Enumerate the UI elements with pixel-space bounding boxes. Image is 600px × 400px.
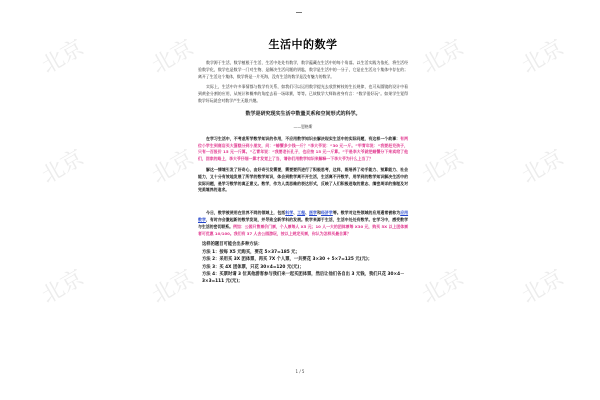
example-highlight: 例如：公园只售票价门票，个人票每人 X5 元；10 人一大的团体票每 X30 元，购买 5X 以上团体票者可优惠 10/100。我们有 37 人去公园游玩，按以上规定买票，你认为怎样买最合算？ bbox=[198, 223, 408, 236]
watermark: 北京 bbox=[517, 145, 569, 190]
applications-intro: 今日，数学被使用在世界不同的领域上，包括 bbox=[206, 210, 286, 216]
link-engineering[interactable]: 工程 bbox=[297, 210, 306, 216]
link-economics[interactable]: 经济学 bbox=[320, 210, 333, 216]
method-item: 方法 3：买 4X 团体票，只花 30×4=120 元(元)； bbox=[202, 264, 304, 270]
quote-author: ——恩格斯 bbox=[293, 123, 313, 129]
applications-text-cont: ，有时亦会激起新的数学发现，并导致全新学科的发展。数学来源于生活，生活中处处有数学。在学习中，感受数学与生活的密切联系。 bbox=[198, 216, 409, 229]
method-item: 方法 2：采用买 3X 团体票，再买 7X 个人票，一共要花 3×30 + 5×7=125 元(元)； bbox=[202, 257, 373, 263]
link-medicine[interactable]: 医学 bbox=[309, 210, 317, 216]
section-heading: 数学是研究现实生活中数量关系和空间形式的科学。 bbox=[245, 110, 361, 117]
paragraph-second: 实际上，生活中许多事情都与数学有关系，如我们可以运用数学提光去欣赏树枝的生长规律，也可从圆镜的设计中看到黄金分割的应用，从统计和概率的角度去看一场球赛，等等。已故数学大师陈省身有言：“数学很好玩”。如果学生觉得数学好玩就会对数学产生无限兴趣。 bbox=[198, 84, 408, 103]
methods-list bbox=[198, 241, 408, 285]
page-number: 1 / 5 bbox=[295, 369, 305, 374]
watermark: 北京 bbox=[517, 35, 569, 80]
watermark: 北京 bbox=[417, 265, 469, 310]
watermark: 北京 bbox=[37, 35, 89, 80]
method-item: 方法 4：买票时请 3 位其他游客参与我们来一起买团体票，然后让他们各自出 3 元钱，我们只花 30×4－3×3=111 元(元)； bbox=[202, 271, 405, 285]
paragraph-story bbox=[198, 136, 408, 163]
applications-text: 等。数学对这些领域的应用通常被称为 bbox=[332, 210, 401, 216]
watermark: 北京 bbox=[147, 265, 199, 310]
watermark: 北京 bbox=[417, 35, 469, 80]
paragraph-applications: 今日，数学被使用在世界不同的领域上，包括科学、工程、医学和经济学等。数学对这些领域的应用通常被称为应用数学，有时亦会激起新的数学发现，并导致全新学科的发展。数学来源于生活，生活中处处有数学。在学习中，感受数学与生活的密切联系。例如：公园只售票价门票，个人票每人 X5 元；10 人一大的团体票每 X30 元，购买 5X 以上团体票者可优惠 10/100。我们有 37 人去公园游玩，按以上规定买票，你认为怎样买最合算？ bbox=[198, 210, 409, 236]
paragraph-reflection: 解这一情境引发了好奇心，由好奇引发需要，需要要所进行了积极思考，这样，既培养了动手能力、预算能力、社会能力，又十分有效地发展了所学的数学知识，体会到数学离不开生活，生活离不开数学，用学到的数学知识解决生活中的实际问题，是学习数学的真正意义。数学，作为人类思维的表达形式，反映了人们积极进取的意志、缜密周详的推理及对完美境界的追求。 bbox=[198, 166, 408, 193]
spacer bbox=[198, 198, 408, 210]
document-body bbox=[198, 30, 408, 286]
story-intro: 在学习生活中，不考虑所学数学知识的作用，不应用数学知识去解决现实生活中的实际问题，有这样一个故事： bbox=[206, 135, 401, 141]
link-science[interactable]: 科学 bbox=[285, 210, 294, 216]
page-title: 生活中的数学 bbox=[268, 38, 338, 51]
watermark: 北京 bbox=[37, 145, 89, 190]
method-item: 方法 1：按每 X5 元购买，要花 5×37=185 元； bbox=[202, 249, 300, 255]
watermark: 北京 bbox=[147, 145, 199, 190]
link-applied-math[interactable]: 应用数学 bbox=[198, 210, 409, 222]
methods-intro: 这样的题目可能会出多种方法： bbox=[202, 242, 263, 248]
header-mark bbox=[296, 12, 302, 13]
watermark: 北京 bbox=[147, 35, 199, 80]
watermark: 北京 bbox=[517, 265, 569, 310]
watermark: 北京 bbox=[37, 265, 89, 310]
watermark: 北京 bbox=[417, 145, 469, 190]
story-highlight: 有两位小学生到商店买大蛋糕分到小朋友，问：“螃蟹多少钱一斤？”李大爷说：“30 元一斤。”甲青年说：“我要赶充孩子，只有一百报价 15 元一斤算。”乙青年说：“我要老长孔子，也应按 15 元一斤算。”于是李大爷就把螃蟹分下来卖给了他们，回家的路上，李大爷仔细一算才发觉上了当，请你们用数学知识来解释一下李大爷为什么上当了？ bbox=[198, 135, 409, 162]
paragraph-intro: 数学源于生活，数学植根于生活，生活中处处有数学，数学蕴藏在生活中的每个角落。以生活实践为依托，将生活经验数学化，数学也是数学一门对生物、是解决生活问题的钥匙，数学是生活中的一分子，它是在生活这个集体中存在的；离开了生活这个集体，数学将是一片死海，没有生活的数学是没有魅力的数学。 bbox=[198, 60, 408, 79]
